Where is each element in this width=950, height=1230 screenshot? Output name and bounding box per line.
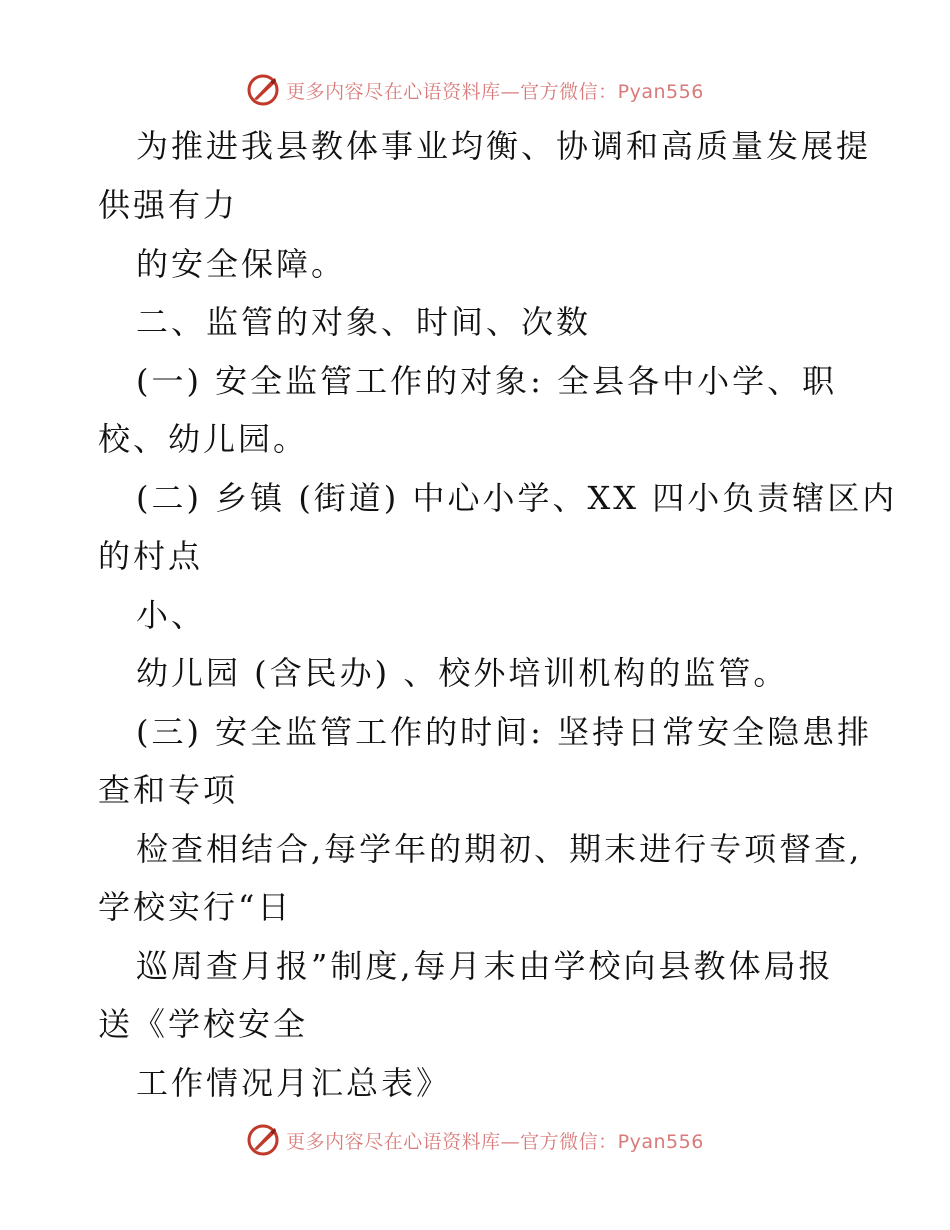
body-line: (二) 乡镇 (街道) 中心小学、XX 四小负责辖区内 — [136, 479, 898, 517]
section-heading: 二、监管的对象、时间、次数 — [136, 303, 592, 341]
body-line: 小、 — [136, 596, 207, 634]
banner-contact: Pyan556 — [617, 80, 704, 103]
body-line: 校、幼儿园。 — [98, 420, 309, 458]
banner-contact: Pyan556 — [617, 1130, 704, 1153]
body-line: 工作情况月汇总表》 — [136, 1064, 452, 1102]
body-line: 检查相结合,每学年的期初、期末进行专项督查, — [136, 830, 863, 868]
body-line: 查和专项 — [98, 771, 239, 809]
body-line: (三) 安全监管工作的时间: 坚持日常安全隐患排 — [136, 713, 873, 751]
body-line: 为推进我县教体事业均衡、协调和高质量发展提 — [136, 127, 872, 165]
body-line: 幼儿园 (含民办) 、校外培训机构的监管。 — [136, 654, 789, 692]
header-banner — [0, 70, 950, 110]
banner-text: 更多内容尽在心语资料库—官方微信：Pyan556 — [286, 1130, 704, 1153]
body-line: 送《学校安全 — [98, 1005, 309, 1043]
footer-banner — [0, 1120, 950, 1160]
body-line: (一) 安全监管工作的对象: 全县各中小学、职 — [136, 362, 838, 400]
body-line: 的村点 — [98, 537, 204, 575]
quill-pen-circle-icon — [246, 1123, 280, 1157]
banner-text: 更多内容尽在心语资料库—官方微信：Pyan556 — [286, 80, 704, 103]
quill-pen-circle-icon — [246, 73, 280, 107]
body-line: 学校实行“日 — [98, 888, 293, 926]
body-line: 供强有力 — [98, 186, 239, 224]
body-line: 巡周查月报”制度,每月末由学校向县教体局报 — [136, 947, 834, 985]
body-line: 的安全保障。 — [136, 245, 347, 283]
